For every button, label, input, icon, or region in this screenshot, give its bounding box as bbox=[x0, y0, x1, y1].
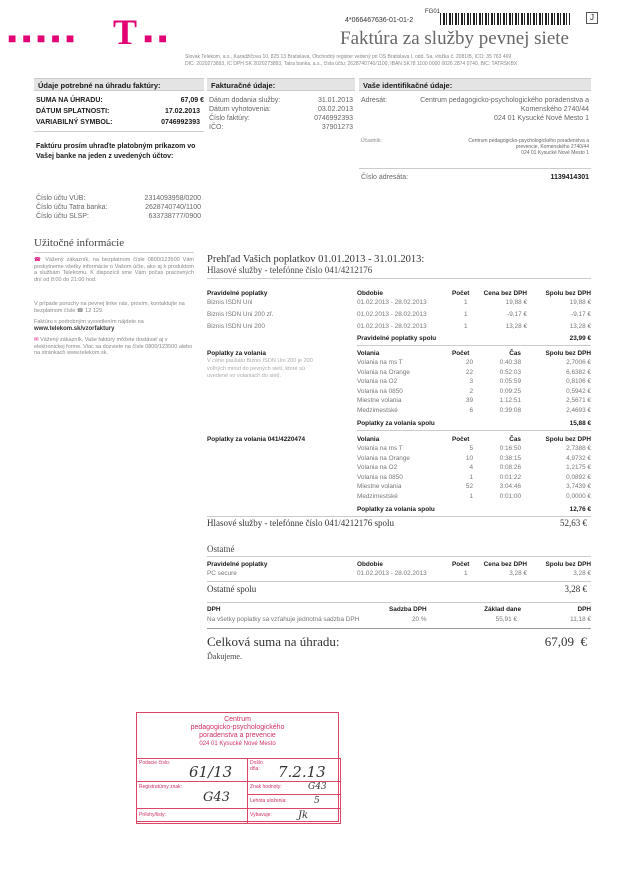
info-heading: Užitočné informácie bbox=[34, 237, 125, 249]
other-total-label: Ostatné spolu bbox=[207, 584, 257, 594]
ucastnik-line: prevencie, Komenského 2740/44 bbox=[515, 144, 589, 150]
col-total: Spolu bez DPH bbox=[545, 436, 591, 443]
regular-period: 01.02.2013 - 28.02.2013 bbox=[357, 311, 427, 318]
calls2-total-value: 12,76 € bbox=[569, 506, 591, 513]
invoice-value: 0746992393 bbox=[314, 115, 353, 122]
calls1-heading: Poplatky za volania bbox=[207, 350, 266, 357]
call-row bbox=[207, 455, 591, 463]
payment-rows bbox=[36, 96, 204, 129]
call-time: 0:01:00 bbox=[499, 492, 521, 500]
stamp-org bbox=[137, 716, 338, 748]
call-type: Miestne volania bbox=[357, 397, 402, 404]
ident-heading: Vaše identifikačné údaje: bbox=[359, 78, 591, 91]
other-total: 3,28 € bbox=[573, 570, 591, 577]
other-period: 01.02.2013 - 28.02.2013 bbox=[357, 570, 427, 577]
adresat-line: Komenského 2740/44 bbox=[520, 106, 589, 113]
stamp-cell-prilohy bbox=[136, 808, 248, 824]
znak-label: Znak hodnoty: bbox=[250, 784, 282, 790]
col-regular: Pravidelné poplatky bbox=[207, 561, 268, 568]
call-time: 0:38:15 bbox=[499, 454, 521, 462]
call-type: Volania na ms T bbox=[357, 445, 403, 452]
podacie-value: 61/13 bbox=[189, 763, 233, 781]
calls1-total-label: Poplatky za volania spolu bbox=[357, 420, 435, 427]
account-label: Číslo účtu Tatra banka: bbox=[36, 204, 108, 211]
invoice-rows bbox=[209, 96, 353, 132]
invoice-label: Dátum vyhotovenia: bbox=[209, 106, 271, 113]
regular-total-label: Pravidelné poplatky spolu bbox=[357, 335, 437, 342]
call-total: 0,5942 € bbox=[566, 387, 591, 395]
account-label: Číslo účtu SLSP: bbox=[36, 213, 89, 220]
call-time: 0:05:59 bbox=[499, 378, 521, 385]
vat-rate: 20 % bbox=[412, 616, 427, 623]
company-line-2: DIČ: 2020273893, IČ DPH SK 2020273893, Tatra banka, a.s., čísla účtu: 2628740740/1100, IBAN SK78 1100 0000 0026 2874 0740, BIC: TATRSKBX bbox=[185, 61, 518, 67]
call-count: 4 bbox=[469, 464, 473, 471]
call-total: 0,8106 € bbox=[566, 378, 591, 385]
call-row bbox=[207, 483, 591, 491]
regular-price: -9,17 € bbox=[507, 311, 527, 318]
call-time: 0:08:26 bbox=[499, 464, 521, 471]
invoice-section bbox=[207, 78, 355, 148]
other-row bbox=[207, 570, 591, 578]
company-line-1: Slovak Telekom, a.s., Karadžičova 10, 825 13 Bratislava, Obchodný register vedený pri OS Bratislava I, odd. Sa, vložka č. 2081/B, IČO: 35 763 469 bbox=[185, 54, 512, 60]
call-type: Volania na 0850 bbox=[357, 473, 403, 481]
podacie-label: Podacie číslo: bbox=[139, 760, 171, 766]
znak-value: G43 bbox=[308, 782, 327, 792]
regular-total: 19,88 € bbox=[569, 299, 591, 306]
vs-value: 0746992393 bbox=[161, 119, 200, 126]
call-total: 0,0892 € bbox=[566, 473, 591, 481]
regular-name: Biznis ISDN Uni 200 bbox=[207, 323, 265, 330]
col-count: Počet bbox=[452, 561, 470, 568]
ucastnik-label: Účastník: bbox=[361, 138, 382, 144]
call-time: 0:16:50 bbox=[499, 445, 521, 452]
dosla-value: 7.2.13 bbox=[278, 763, 326, 781]
lehota-label: Lehota uloženia: bbox=[250, 798, 287, 804]
adresat-lines bbox=[389, 96, 589, 123]
payment-section bbox=[34, 78, 204, 233]
call-type: Volania na Orange bbox=[357, 454, 410, 462]
regular-count: 1 bbox=[464, 311, 468, 318]
info-p2: V prípade poruchy na pevnej linke nás, prosím, kontaktujte na bezplatnom čísle ☎ 12 129. bbox=[34, 301, 185, 314]
account-value: 633738777/0900 bbox=[148, 213, 201, 220]
account-label: Číslo účtu VÚB: bbox=[36, 195, 86, 202]
calls1-total-value: 15,88 € bbox=[569, 420, 591, 427]
stamp-org-line: poradenstva a prevencie bbox=[199, 732, 276, 739]
vat-heading: DPH bbox=[207, 606, 221, 613]
call-row bbox=[207, 407, 591, 415]
col-calls: Volania bbox=[357, 350, 380, 357]
call-row bbox=[207, 464, 591, 472]
col-regular: Pravidelné poplatky bbox=[207, 290, 268, 297]
call-count: 1 bbox=[469, 492, 473, 500]
regular-total: -9,17 € bbox=[571, 311, 591, 318]
logo-dots: ■■■■■ bbox=[8, 30, 81, 46]
info-p4: Vážený zákazník, Vaše faktúry môžete dostávať aj v elektronickej forme. Viac sa dozviete na čísle 0800/123500 alebo na stránkach www.telekom.sk. bbox=[34, 337, 193, 357]
adresat-line: 024 01 Kysucké Nové Mesto 1 bbox=[494, 115, 589, 122]
reg-label: Registratúrny znak: bbox=[139, 784, 183, 790]
call-total: 0,0000 € bbox=[566, 492, 591, 500]
voice-total-label: Hlasové služby - telefónne číslo 041/4212176 spolu bbox=[207, 518, 394, 528]
regular-count: 1 bbox=[464, 323, 468, 330]
col-period: Obdobie bbox=[357, 561, 383, 568]
cislo-adresata-value: 1139414301 bbox=[550, 174, 589, 181]
invoice-label: IČO: bbox=[209, 124, 224, 131]
call-type: Volania na 0850 bbox=[357, 387, 403, 395]
call-row bbox=[207, 445, 591, 453]
regular-name: Biznis ISDN Uni 200 zľ. bbox=[207, 311, 274, 318]
ucastnik-line: 024 01 Kysucké Nové Mesto 1 bbox=[521, 150, 589, 156]
regular-total: 13,28 € bbox=[569, 323, 591, 330]
doc-code: FG01 bbox=[425, 9, 441, 15]
call-type: Volania na O2 bbox=[357, 464, 398, 471]
call-total: 4,9732 € bbox=[566, 454, 591, 462]
call-time: 3:04:46 bbox=[499, 483, 521, 490]
col-price: Cena bez DPH bbox=[483, 290, 527, 297]
voice-total-value: 52,63 € bbox=[560, 518, 587, 528]
call-count: 6 bbox=[469, 406, 473, 414]
call-time: 0:40:38 bbox=[499, 359, 521, 366]
vat-base-heading: Základ dane bbox=[484, 606, 521, 613]
adresat-line: Centrum pedagogicko-psychologického poradenstva a bbox=[420, 97, 589, 104]
call-total: 2,7388 € bbox=[566, 445, 591, 452]
vat-value-heading: DPH bbox=[577, 606, 591, 613]
sum-value: 67,09 € bbox=[180, 97, 204, 104]
stamp-cell-lehota bbox=[247, 794, 341, 809]
regular-row bbox=[207, 311, 591, 319]
payment-request: Faktúru prosím uhraďte platobným príkazom vo Vašej banke na jeden z uvedených účtov: bbox=[36, 143, 196, 160]
call-count: 20 bbox=[465, 359, 473, 366]
call-type: Volania na Orange bbox=[357, 368, 410, 376]
prilohy-label: Prílohy/listy: bbox=[139, 812, 166, 818]
adresat-label: Adresát: bbox=[361, 97, 388, 104]
vs-label: VARIABILNÝ SYMBOL: bbox=[36, 119, 113, 126]
col-total: Spolu bez DPH bbox=[545, 290, 591, 297]
regular-count: 1 bbox=[464, 299, 468, 306]
info-section bbox=[34, 237, 194, 387]
sum-label: SUMA NA ÚHRADU: bbox=[36, 97, 103, 104]
call-count: 39 bbox=[465, 397, 473, 404]
call-type: Volania na O2 bbox=[357, 378, 398, 385]
regular-name: Biznis ISDN Uni bbox=[207, 299, 253, 306]
call-row bbox=[207, 388, 591, 396]
call-row bbox=[207, 397, 591, 405]
vat-rate-heading: Sadzba DPH bbox=[389, 606, 427, 613]
barcode bbox=[440, 13, 570, 25]
vat-desc: Na všetky poplatky sa vzťahuje jednotná sadzba DPH bbox=[207, 616, 360, 623]
col-count: Počet bbox=[452, 436, 470, 443]
call-row bbox=[207, 493, 591, 501]
call-type: Volania na ms T bbox=[357, 359, 403, 366]
reg-value: G43 bbox=[203, 790, 230, 805]
call-time: 0:09:25 bbox=[499, 387, 521, 395]
invoice-value: 03.02.2013 bbox=[317, 106, 353, 113]
other-name: PC secure bbox=[207, 570, 237, 577]
vybavuje-label: Vybavuje: bbox=[250, 812, 272, 818]
call-total: 1,2175 € bbox=[566, 464, 591, 471]
stamp-cell-vybavuje bbox=[247, 808, 341, 824]
grand-total-value: 67,09 € bbox=[544, 634, 587, 649]
info-p1-wrap bbox=[34, 257, 194, 283]
grand-total-label: Celková suma na úhradu: bbox=[207, 634, 340, 649]
vybavuje-value: Jk bbox=[298, 810, 309, 821]
invoice-label: Dátum dodania služby: bbox=[209, 97, 281, 104]
col-total: Spolu bez DPH bbox=[545, 350, 591, 357]
calls1-note: V cene paušálu Biznis ISDN Uni 200 je 200 voľných minút do pevných sietí, ktoré sú uvedené vo volaniach do sietí. bbox=[207, 358, 313, 379]
cislo-adresata-label: Číslo adresáta: bbox=[361, 174, 409, 181]
logo-dots-right: ■■ bbox=[144, 30, 173, 46]
invoice-heading: Fakturačné údaje: bbox=[207, 78, 355, 91]
vat-row bbox=[207, 616, 591, 624]
call-row bbox=[207, 378, 591, 386]
calls2-heading: Poplatky za volania 041/4220474 bbox=[207, 436, 306, 443]
info-p4-wrap bbox=[34, 337, 194, 357]
invoice-value: 31.01.2013 bbox=[317, 97, 353, 104]
logo-letter: T bbox=[113, 12, 138, 52]
regular-row bbox=[207, 299, 591, 307]
barcode-number: 4*066467636-01-01-2 bbox=[345, 17, 414, 24]
thanks: Ďakujeme. bbox=[207, 652, 242, 661]
phone-icon: ☎ bbox=[34, 257, 46, 263]
stamp-org-line: Centrum bbox=[224, 716, 251, 723]
col-total: Spolu bez DPH bbox=[545, 561, 591, 568]
call-total: 3,7439 € bbox=[566, 483, 591, 490]
stamp-cell-znak bbox=[247, 781, 341, 795]
regular-price: 13,28 € bbox=[505, 323, 527, 330]
stamp-cell-dosla bbox=[247, 758, 341, 782]
due-date-label: DÁTUM SPLATNOSTI: bbox=[36, 108, 110, 115]
overview-section bbox=[207, 254, 591, 674]
invoice-value: 37901273 bbox=[321, 124, 353, 131]
ucastnik-line: Centrum pedagogicko-psychologického poradenstva a bbox=[468, 138, 589, 144]
dosla-label: Došlo dňa: bbox=[250, 760, 263, 772]
overview-heading: Prehľad Vašich poplatkov 01.01.2013 - 31.01.2013: bbox=[207, 254, 425, 265]
stamp-cell-podacie bbox=[136, 758, 248, 782]
invoice-label: Číslo faktúry: bbox=[209, 115, 250, 122]
call-count: 52 bbox=[465, 483, 473, 490]
vat-base: 55,91 € bbox=[495, 616, 517, 623]
regular-period: 01.02.2013 - 28.02.2013 bbox=[357, 299, 427, 306]
payment-heading: Údaje potrebné na úhradu faktúry: bbox=[34, 78, 204, 91]
call-time: 1:12:51 bbox=[499, 397, 521, 404]
call-count: 3 bbox=[469, 378, 473, 385]
col-time: Čas bbox=[509, 436, 521, 443]
registry-stamp bbox=[136, 712, 339, 822]
col-count: Počet bbox=[452, 290, 470, 297]
info-link[interactable]: www.telekom.sk/vzorfaktury bbox=[34, 326, 115, 332]
account-value: 2628740740/1100 bbox=[145, 204, 201, 211]
col-calls: Volania bbox=[357, 436, 380, 443]
account-value: 2314093958/0200 bbox=[144, 195, 201, 202]
corner-mark: J bbox=[586, 12, 598, 24]
due-date-value: 17.02.2013 bbox=[164, 108, 200, 115]
telekom-logo bbox=[8, 12, 173, 54]
col-time: Čas bbox=[509, 350, 521, 357]
call-row bbox=[207, 474, 591, 482]
call-type: Miestne volania bbox=[357, 483, 402, 490]
regular-row bbox=[207, 323, 591, 331]
ident-section bbox=[359, 78, 591, 188]
call-type: Medzimestské bbox=[357, 492, 398, 500]
account-list bbox=[36, 194, 201, 221]
stamp-org-line: 024 01 Kysucké Nové Mesto bbox=[199, 741, 276, 747]
col-count: Počet bbox=[452, 350, 470, 357]
call-count: 1 bbox=[469, 473, 473, 481]
call-time: 0:39:08 bbox=[499, 406, 521, 414]
lehota-value: 5 bbox=[314, 796, 320, 806]
col-period: Obdobie bbox=[357, 290, 383, 297]
call-total: 2,5671 € bbox=[566, 397, 591, 404]
calls2-total-label: Poplatky za volania spolu bbox=[357, 506, 435, 513]
voice-heading: Hlasové služby - telefónne číslo 041/4212176 bbox=[207, 265, 373, 275]
call-total: 2,4693 € bbox=[566, 406, 591, 414]
regular-price: 19,88 € bbox=[505, 299, 527, 306]
call-type: Medzimestské bbox=[357, 406, 398, 414]
info-p1: Vážený zákazník, na bezplatnom čísle 0800/123500 Vám poskytneme všetky informácie o Vašom účte, ako aj k produktom a službám Telekomu. K dispozícii sme Vám počas pracovných dní od 8:00 do 21:00 hod. bbox=[34, 257, 194, 283]
stamp-cell-reg bbox=[136, 781, 248, 809]
call-total: 2,7006 € bbox=[566, 359, 591, 366]
call-row bbox=[207, 359, 591, 367]
info-p3: Faktúru s podrobným vysvetlením nájdete na bbox=[34, 319, 144, 325]
call-count: 22 bbox=[465, 368, 473, 376]
mail-icon: ✉ bbox=[34, 337, 41, 343]
other-count: 1 bbox=[464, 570, 468, 577]
call-time: 0:52:03 bbox=[499, 368, 521, 376]
regular-period: 01.02.2013 - 28.02.2013 bbox=[357, 323, 427, 330]
regular-total-value: 23,99 € bbox=[569, 335, 591, 342]
stamp-org-line: pedagogicko-psychologického bbox=[190, 724, 285, 731]
call-count: 10 bbox=[465, 454, 473, 462]
call-count: 2 bbox=[469, 387, 473, 395]
other-price: 3,28 € bbox=[509, 570, 527, 577]
call-total: 6,6382 € bbox=[566, 368, 591, 376]
col-price: Cena bez DPH bbox=[483, 561, 527, 568]
ucastnik-lines bbox=[389, 138, 589, 156]
other-heading: Ostatné bbox=[207, 544, 235, 554]
invoice-title: Faktúra za služby pevnej siete bbox=[340, 28, 569, 49]
call-count: 5 bbox=[469, 445, 473, 452]
call-time: 0:01:22 bbox=[499, 473, 521, 481]
other-total-value: 3,28 € bbox=[564, 584, 587, 594]
call-row bbox=[207, 369, 591, 377]
vat-value: 11,18 € bbox=[570, 616, 591, 623]
